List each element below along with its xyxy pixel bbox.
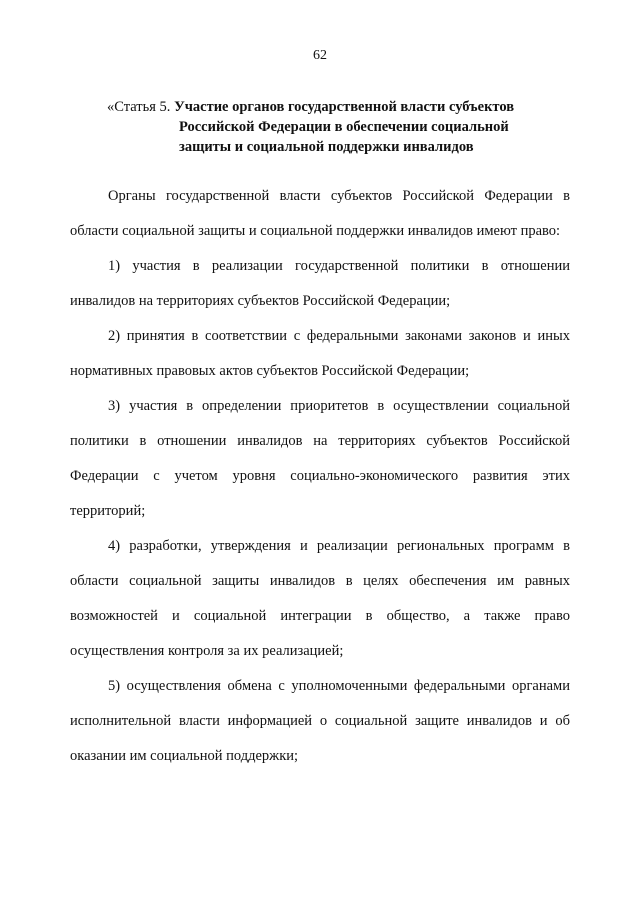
article-heading-line-1 — [107, 97, 587, 117]
list-item-1: 1) участия в реализации государственной политики в отношении инвалидов на территориях субъектов Российской Федерации; — [70, 258, 570, 309]
page-number: 62 — [313, 48, 327, 63]
list-item-4: 4) разработки, утверждения и реализации региональных программ в области социальной защиты инвалидов в целях обеспечения им равных возможностей и социальной интеграции в общество, а также право осуществления контроля за их реализацией; — [70, 538, 570, 659]
list-item-3: 3) участия в определении приоритетов в осуществлении социальной политики в отношении инвалидов на территориях субъектов Российской Федерации с учетом уровня социально-экономического развития этих территорий; — [70, 398, 570, 519]
article-title-part-1: Участие органов государственной власти субъектов — [174, 99, 515, 115]
article-heading — [107, 97, 587, 157]
article-title-part-2: Российской Федерации в обеспечении социальной — [179, 119, 509, 135]
article-number: «Статья 5. — [107, 99, 171, 115]
article-title-part-3: защиты и социальной поддержки инвалидов — [179, 139, 474, 155]
list-item-2: 2) принятия в соответствии с федеральными законами законов и иных нормативных правовых актов субъектов Российской Федерации; — [70, 328, 570, 379]
article-body — [70, 179, 570, 774]
list-item-5: 5) осуществления обмена с уполномоченными федеральными органами исполнительной власти информацией о социальной защите инвалидов и об оказании им социальной поддержки; — [70, 678, 570, 764]
intro-paragraph: Органы государственной власти субъектов Российской Федерации в области социальной защиты и социальной поддержки инвалидов имеют право: — [70, 188, 570, 239]
